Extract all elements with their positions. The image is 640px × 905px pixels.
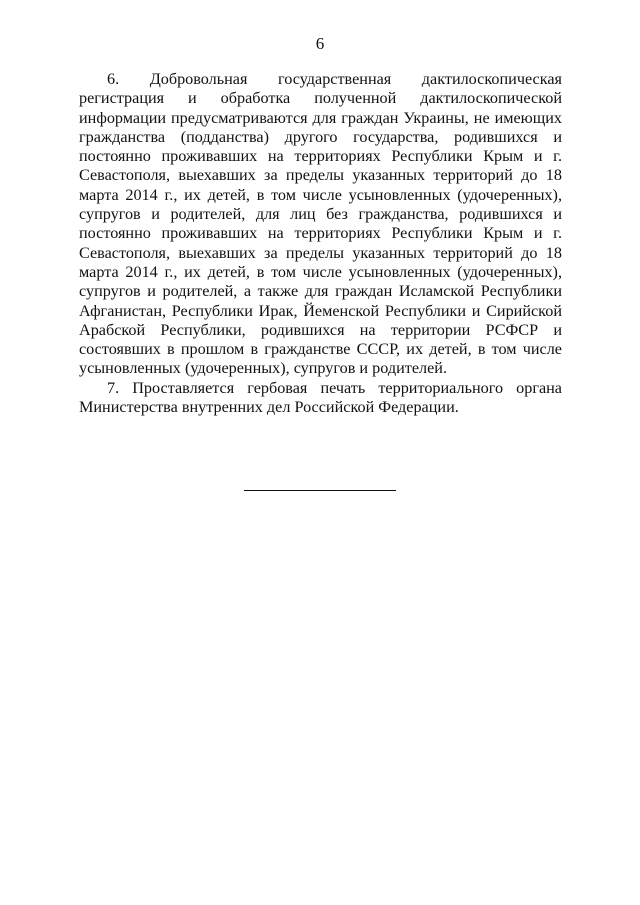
paragraph-7: 7. Проставляется гербовая печать территориального органа Министерства внутренних дел Российской Федерации. (79, 378, 562, 417)
end-separator-line (244, 490, 396, 491)
page-number: 6 (315, 34, 325, 53)
paragraph-6: 6. Добровольная государственная дактилоскопическая регистрация и обработка полученной дактилоскопической информации предусматриваются для граждан Украины, не имеющих гражданства (подданства) другого государства, родившихся и постоянно проживавших на территориях Республики Крым и г. Севастополя, выехавших за пределы указанных территорий до 18 марта 2014 г., их детей, в том числе усыновленных (удочеренных), супругов и родителей, для лиц без гражданства, родившихся и постоянно проживавших на территориях Республики Крым и г. Севастополя, выехавших за пределы указанных территорий до 18 марта 2014 г., их детей, в том числе усыновленных (удочеренных), супругов и родителей, а также для граждан Исламской Республики Афганистан, Республики Ирак, Йеменской Республики и Сирийской Арабской Республики, родившихся на территории РСФСР и состоявших в прошлом в гражданстве СССР, их детей, в том числе усыновленных (удочеренных), супругов и родителей. (79, 70, 562, 378)
document-body (79, 70, 562, 417)
